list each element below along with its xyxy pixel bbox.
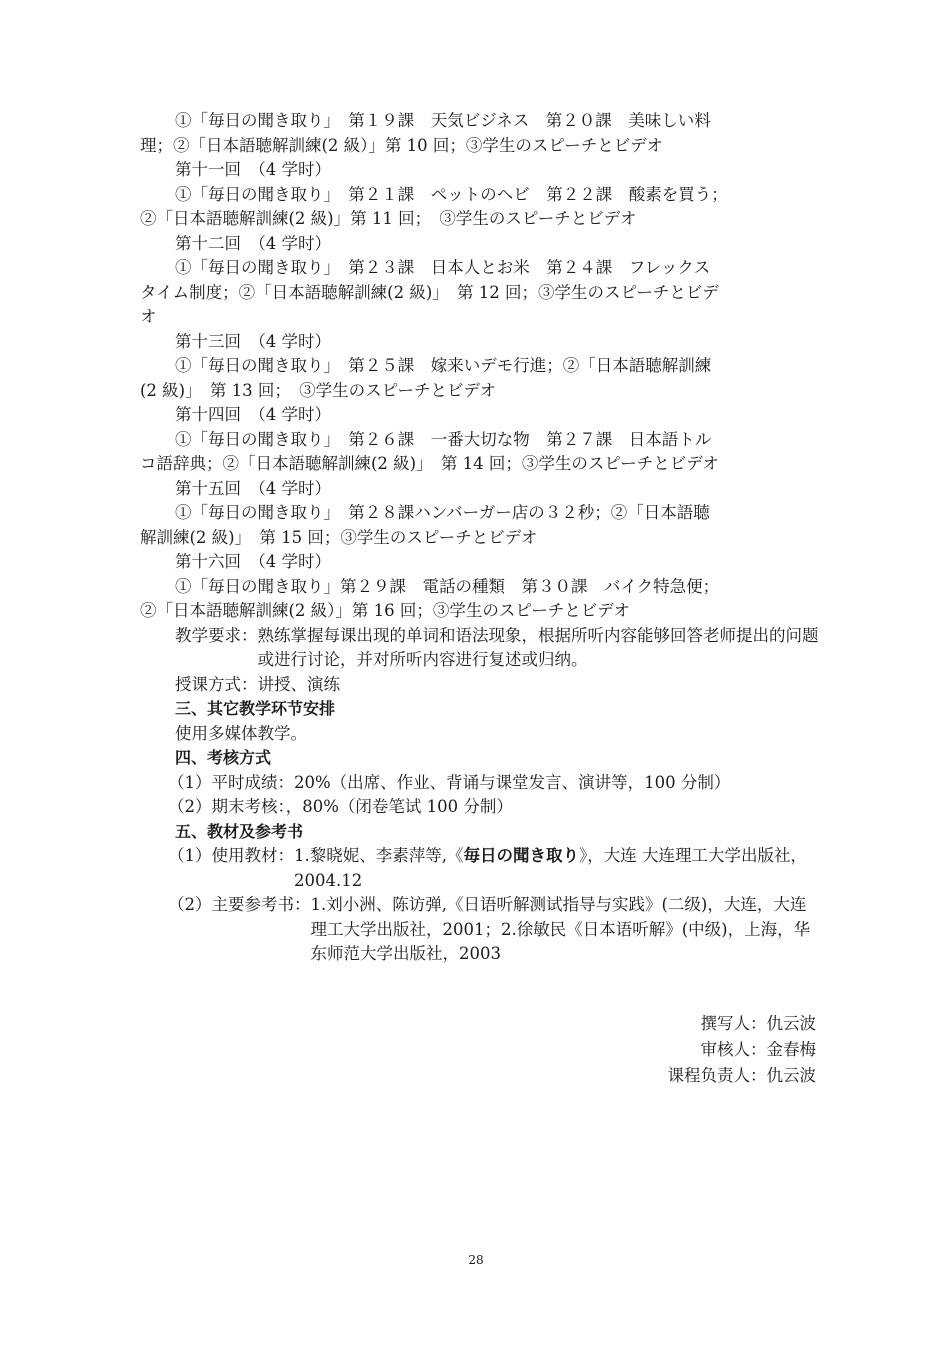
lesson-13-header: 第十三回 （4 学时） <box>175 331 331 351</box>
teaching-requirement <box>140 624 820 673</box>
syllabus-body <box>140 109 820 967</box>
lesson-15-line-1: ①「毎日の聞き取り」 第２８課ハンバーガー店の３２秒；②「日本語聴 <box>175 503 710 522</box>
teaching-method: 授课方式：讲授、演练 <box>175 674 340 694</box>
textbook-entry <box>140 844 820 893</box>
assessment-item-2: （2）期末考核：，80%（闭卷笔试 100 分制） <box>168 797 513 816</box>
course-lead-signature: 课程负责人：仇云波 <box>667 1066 816 1085</box>
lesson-16-header: 第十六回 （4 学时） <box>175 552 331 571</box>
teaching-requirement-label: 教学要求： <box>175 625 258 645</box>
teaching-requirement-text: 熟练掌握每课出现的单词和语法现象，根据所听内容能够回答老师提出的问题或进行讨论，并对所听内容进行复述或归纳。 <box>257 625 819 669</box>
page-number: 28 <box>468 1253 484 1267</box>
reviewer-signature: 审核人：金春梅 <box>700 1040 816 1059</box>
references-text: 1.刘小洲、陈访弹,《日语听解测试指导与实践》(二级)，大连，大连理工大学出版社，2001；2.徐敏民《日本语听解》(中级)，上海，华东师范大学出版社，2003 <box>310 895 811 963</box>
lesson-14-line-2: コ語辞典；②「日本語聴解訓練(2 級)」 第 14 回；③学生のスピーチとビデオ <box>140 454 719 473</box>
section-3-text: 使用多媒体教学。 <box>175 723 307 743</box>
lesson-11-header: 第十一回 （4 学时） <box>175 160 331 179</box>
lesson-12-line-2: タイム制度；②「日本語聴解訓練(2 級)」 第 12 回；③学生のスピーチとビデ <box>140 282 719 302</box>
textbook-text <box>294 844 820 893</box>
lesson-11-line-2: ②「日本語聴解訓練(2 級)」第 11 回； ③学生のスピーチとビデオ <box>140 209 637 228</box>
section-5-heading: 五、教材及参考书 <box>175 821 304 841</box>
lesson-10-line-2: 理；②「日本語聴解訓練(2 級）」第 10 回；③学生のスピーチとビデオ <box>140 135 663 155</box>
author-signature: 撰写人：仇云波 <box>700 1014 816 1033</box>
textbook-text-pre: 1.黎晓妮、李素萍等,《 <box>294 846 464 865</box>
lesson-12-line-1: ①「毎日の聞き取り」 第２３課 日本人とお米 第２４課 フレックス <box>175 258 711 277</box>
lesson-13-line-1: ①「毎日の聞き取り」 第２５課 嫁来いデモ行進；②「日本語聴解訓練 <box>175 356 712 375</box>
lesson-10-line-1: ①「毎日の聞き取り」 第１９課 天気ビジネス 第２０課 美味しい料 <box>175 111 711 130</box>
lesson-15-header: 第十五回 （4 学时） <box>175 478 331 498</box>
assessment-item-1: （1）平时成绩：20%（出席、作业、背诵与课堂发言、演讲等，100 分制） <box>168 772 731 792</box>
textbook-text-post: 》，大连 大连理工大学出版社，2004.12 <box>294 846 807 890</box>
references-entry <box>140 893 820 967</box>
lesson-14-header: 第十四回 （4 学时） <box>175 405 331 424</box>
lesson-13-line-2: (2 級)」 第 13 回； ③学生のスピーチとビデオ <box>140 380 497 400</box>
lesson-14-line-1: ①「毎日の聞き取り」 第２６課 一番大切な物 第２７課 日本語トル <box>175 429 712 449</box>
references-label: （2）主要参考书： <box>168 895 311 914</box>
lesson-16-line-1: ①「毎日の聞き取り」第２９課 電話の種類 第３０課 バイク特急便； <box>175 576 720 596</box>
section-3-heading: 三、其它教学环节安排 <box>175 699 336 718</box>
textbook-title: 毎日の聞き取り <box>463 846 579 865</box>
signature-block <box>668 1011 817 1089</box>
lesson-11-line-1: ①「毎日の聞き取り」 第２１課 ペットのヘビ 第２２課 酸素を買う； <box>175 184 728 204</box>
lesson-12-header: 第十二回 （4 学时） <box>175 233 331 253</box>
lesson-16-line-2: ②「日本語聴解訓練(2 級）」第 16 回；③学生のスピーチとビデオ <box>140 601 630 620</box>
section-4-heading: 四、考核方式 <box>175 748 272 767</box>
lesson-12-line-3: オ <box>140 307 157 326</box>
textbook-label: （1）使用教材： <box>168 846 294 865</box>
lesson-15-line-2: 解訓練(2 級)」 第 15 回；③学生のスピーチとビデオ <box>140 527 538 547</box>
